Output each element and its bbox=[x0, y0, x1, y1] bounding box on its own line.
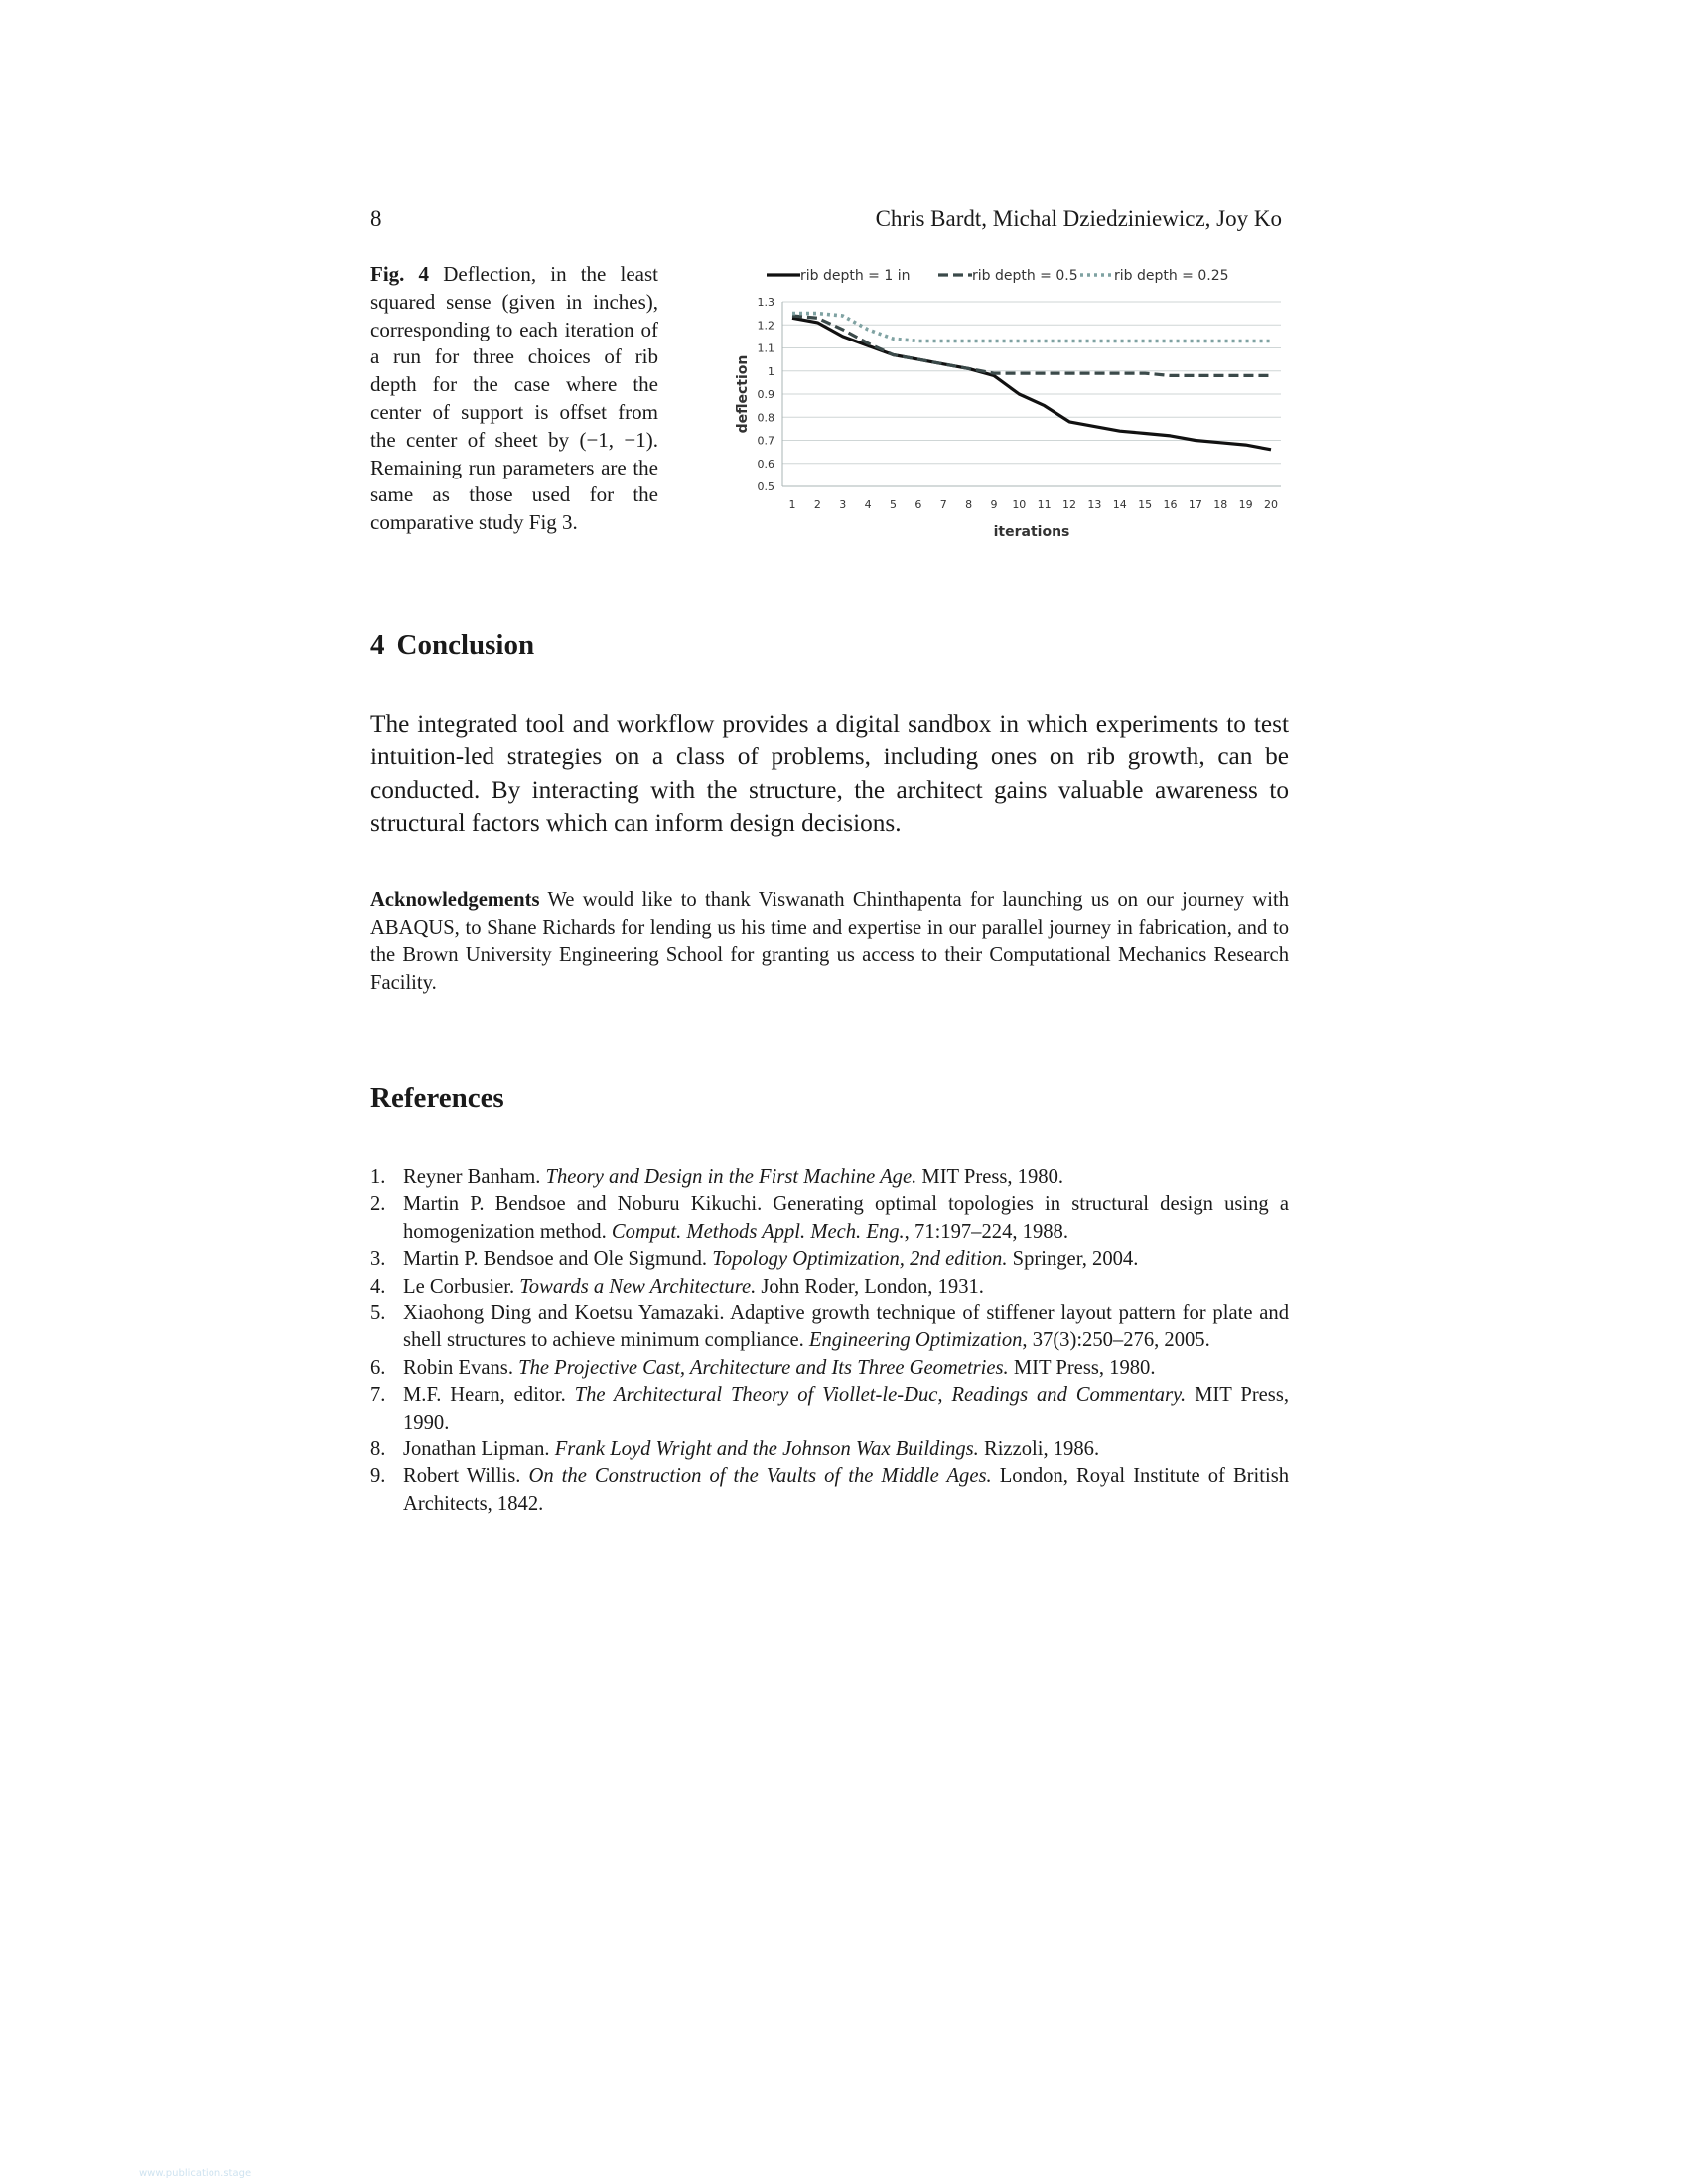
x-tick-label: 20 bbox=[1264, 498, 1278, 511]
section-title: Conclusion bbox=[396, 629, 535, 661]
reference-text: Jonathan Lipman. bbox=[403, 1438, 555, 1461]
reference-number: 6. bbox=[370, 1356, 386, 1379]
x-tick-label: 12 bbox=[1062, 498, 1077, 511]
reference-title: Engineering Optimization bbox=[808, 1329, 1023, 1352]
reference-text: M.F. Hearn, editor. bbox=[403, 1384, 575, 1407]
y-tick-label: 1.2 bbox=[757, 319, 774, 333]
y-tick-label: 0.9 bbox=[757, 388, 774, 401]
x-tick-label: 13 bbox=[1087, 498, 1102, 511]
y-tick-label: 1.3 bbox=[757, 296, 774, 309]
reference-item bbox=[370, 1355, 1289, 1382]
acknowledgements-text: We would like to thank Viswanath Chinthapenta for launching us on our journey with ABAQUS, to Shane Richards for lending us his time and expertise in our parallel journey in fabrication, and to the Brown University Engineering School for granting us access to their Computational Mechanics Research Facility. bbox=[370, 889, 1289, 994]
x-tick-label: 14 bbox=[1112, 498, 1127, 511]
x-tick-label: 3 bbox=[839, 498, 847, 511]
reference-number: 2. bbox=[370, 1193, 386, 1216]
conclusion-paragraph: The integrated tool and workflow provides a digital sandbox in which experiments to test intuition-led strategies on a class of problems, including ones on rib growth, can be conducted. By interacting with the structure, the architect gains valuable awareness to structural factors which can inform design decisions. bbox=[370, 710, 1289, 837]
series-line bbox=[792, 314, 1271, 341]
section-number: 4 bbox=[370, 629, 385, 661]
x-tick-label: 2 bbox=[813, 498, 821, 511]
legend-label: rib depth = 0.5 bbox=[972, 268, 1078, 284]
x-axis-label: iterations bbox=[993, 524, 1070, 540]
running-head-authors: Chris Bardt, Michal Dziedziniewicz, Joy Ko bbox=[875, 206, 1282, 231]
x-tick-label: 15 bbox=[1138, 498, 1153, 511]
reference-details: , 71:197–224, 1988. bbox=[904, 1220, 1068, 1243]
reference-item bbox=[370, 1164, 1289, 1191]
reference-item bbox=[370, 1191, 1289, 1246]
reference-text: Robert Willis. bbox=[403, 1465, 529, 1488]
reference-title: Theory and Design in the First Machine Age. bbox=[545, 1166, 917, 1188]
reference-text: Martin P. Bendsoe and Ole Sigmund. bbox=[403, 1248, 713, 1271]
reference-number: 9. bbox=[370, 1465, 386, 1488]
y-tick-label: 0.6 bbox=[757, 457, 774, 471]
x-tick-label: 11 bbox=[1037, 498, 1052, 511]
reference-text: Xiaohong Ding and Koetsu Yamazaki. Adaptive growth technique of stiffener layout pattern for plate and shell structures to achieve minimum compliance. bbox=[403, 1302, 1289, 1352]
x-tick-label: 16 bbox=[1163, 498, 1178, 511]
reference-text: Martin P. Bendsoe and Noburu Kikuchi. Generating optimal topologies in structural design using a homogenization method. bbox=[403, 1193, 1289, 1243]
page-number: 8 bbox=[370, 206, 382, 231]
reference-details: Springer, 2004. bbox=[1007, 1248, 1139, 1271]
reference-item bbox=[370, 1300, 1289, 1355]
y-tick-label: 1.1 bbox=[757, 341, 774, 355]
reference-details: MIT Press, 1990. bbox=[403, 1384, 1289, 1433]
reference-text: Le Corbusier. bbox=[403, 1275, 520, 1297]
figure-caption bbox=[370, 261, 658, 537]
reference-details: London, Royal Institute of British Architects, 1842. bbox=[403, 1465, 1290, 1515]
reference-item bbox=[370, 1436, 1289, 1463]
reference-number: 4. bbox=[370, 1275, 386, 1297]
reference-title: Towards a New Architecture. bbox=[519, 1275, 757, 1297]
x-tick-label: 18 bbox=[1213, 498, 1228, 511]
x-tick-label: 1 bbox=[788, 498, 796, 511]
x-tick-label: 4 bbox=[864, 498, 872, 511]
reference-text: Robin Evans. bbox=[403, 1356, 519, 1379]
deflection-chart bbox=[725, 260, 1301, 558]
reference-number: 7. bbox=[370, 1384, 386, 1407]
reference-title: The Projective Cast, Architecture and Its Three Geometries. bbox=[518, 1356, 1009, 1379]
reference-title: Topology Optimization, 2nd edition. bbox=[712, 1248, 1008, 1271]
x-tick-label: 10 bbox=[1012, 498, 1027, 511]
reference-details: , 37(3):250–276, 2005. bbox=[1022, 1329, 1210, 1352]
x-tick-label: 19 bbox=[1238, 498, 1253, 511]
x-tick-label: 8 bbox=[965, 498, 973, 511]
figure-caption-text: Deflection, in the least squared sense (given in inches), corresponding to each iteration of a run for three choices of rib depth for the case where the center of support is offset from the center of sheet by (−1, −1). Remaining run parameters are the same as those used for the comparative study Fig 3. bbox=[370, 262, 658, 535]
y-tick-label: 0.8 bbox=[757, 411, 774, 425]
deflection-chart-svg bbox=[725, 260, 1301, 558]
y-tick-label: 0.7 bbox=[757, 434, 774, 448]
reference-item bbox=[370, 1382, 1289, 1436]
reference-details: MIT Press, 1980. bbox=[916, 1166, 1064, 1188]
acknowledgements-label: Acknowledgements bbox=[370, 889, 540, 911]
reference-title: On the Construction of the Vaults of the Middle Ages. bbox=[528, 1465, 992, 1488]
y-tick-label: 0.5 bbox=[757, 480, 774, 493]
x-tick-label: 17 bbox=[1188, 498, 1202, 511]
reference-item bbox=[370, 1274, 1289, 1300]
x-tick-label: 5 bbox=[889, 498, 897, 511]
reference-number: 3. bbox=[370, 1248, 386, 1271]
reference-title: Comput. Methods Appl. Mech. Eng. bbox=[611, 1220, 905, 1243]
legend-label: rib depth = 1 in bbox=[800, 268, 911, 284]
y-axis-label: deflection bbox=[735, 354, 751, 434]
reference-item bbox=[370, 1246, 1289, 1273]
series-line bbox=[792, 318, 1271, 450]
x-tick-label: 9 bbox=[990, 498, 998, 511]
y-tick-label: 1 bbox=[768, 364, 774, 378]
figure-label: Fig. 4 bbox=[370, 262, 430, 286]
reference-number: 5. bbox=[370, 1302, 386, 1325]
reference-details: MIT Press, 1980. bbox=[1008, 1356, 1156, 1379]
x-tick-label: 6 bbox=[914, 498, 922, 511]
reference-title: Frank Loyd Wright and the Johnson Wax Buildings. bbox=[554, 1438, 979, 1461]
legend-label: rib depth = 0.25 bbox=[1114, 268, 1229, 284]
acknowledgements bbox=[370, 887, 1289, 997]
reference-title: The Architectural Theory of Viollet-le-Duc, Readings and Commentary. bbox=[574, 1384, 1187, 1407]
x-tick-label: 7 bbox=[939, 498, 947, 511]
references-list bbox=[370, 1164, 1289, 1518]
reference-details: John Roder, London, 1931. bbox=[756, 1275, 984, 1297]
reference-number: 1. bbox=[370, 1166, 386, 1188]
footer-watermark: www.publication.stage bbox=[139, 2168, 252, 2179]
reference-number: 8. bbox=[370, 1438, 386, 1461]
references-heading: References bbox=[370, 1082, 504, 1114]
reference-details: Rizzoli, 1986. bbox=[978, 1438, 1100, 1461]
reference-item bbox=[370, 1463, 1289, 1518]
section-heading-conclusion bbox=[370, 629, 546, 662]
reference-text: Reyner Banham. bbox=[403, 1166, 546, 1188]
